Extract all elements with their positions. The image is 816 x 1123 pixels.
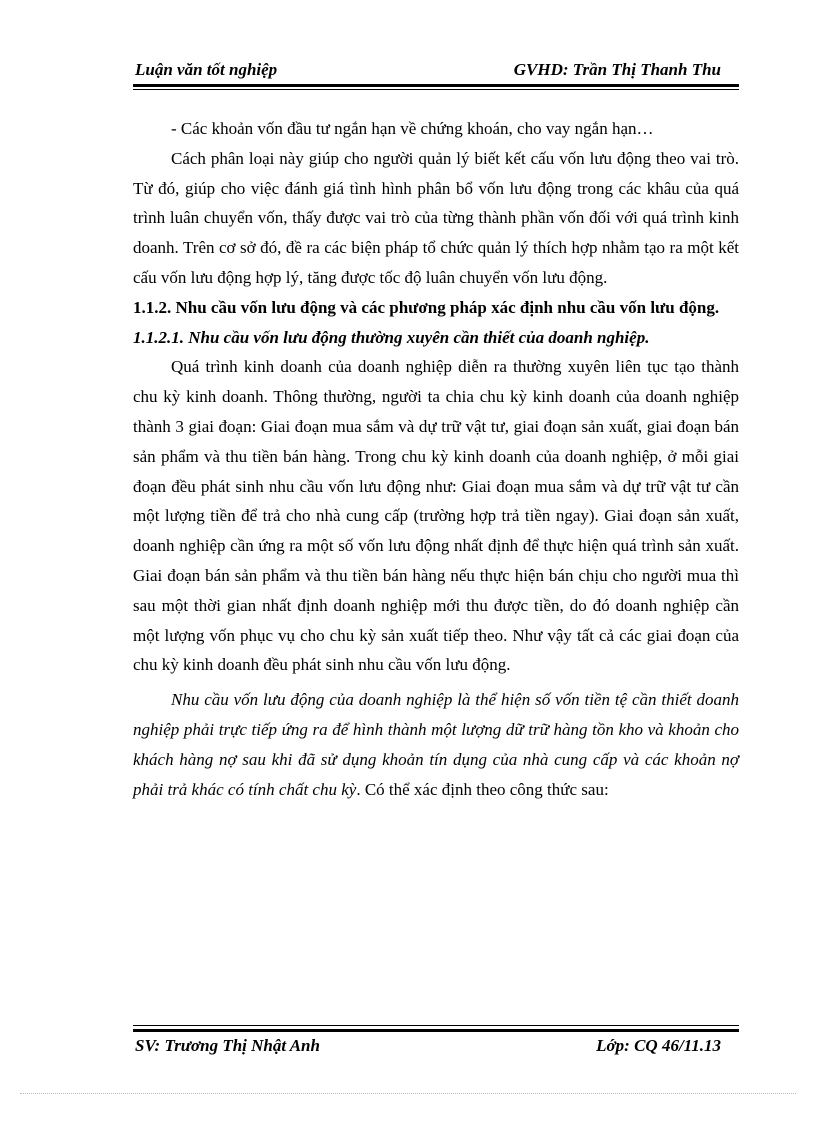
page-header <box>133 60 739 82</box>
section-heading-1-1-2: 1.1.2. Nhu cầu vốn lưu động và các phương pháp xác định nhu cầu vốn lưu động. <box>133 297 720 317</box>
footer-student-name: SV: Trương Thị Nhật Anh <box>135 1036 320 1055</box>
definition-tail-text: . Có thể xác định theo công thức sau: <box>356 779 609 799</box>
bullet-item: - Các khoản vốn đầu tư ngắn hạn về chứng khoán, cho vay ngắn hạn… <box>171 119 654 138</box>
footer-class-code: Lớp: CQ 46/11.13 <box>596 1036 721 1055</box>
page-bottom-dotted-line <box>20 1093 796 1094</box>
footer-rule-thin <box>133 1025 739 1026</box>
paragraph-classification: Cách phân loại này giúp cho người quản lý biết kết cấu vốn lưu động theo vai trò. Từ đó, giúp cho việc đánh giá tình hình phân bổ vốn lưu động trong các khâu của quá trình luân chuyển vốn, thấy được vai trò của từng thành phần vốn đối với quá trình kinh doanh. Trên cơ sở đó, đề ra các biện pháp tổ chức quản lý thích hợp nhằm tạo ra một kết cấu vốn lưu động hợp lý, tăng được tốc độ luân chuyển vốn lưu động. <box>133 148 739 287</box>
header-supervisor: GVHD: Trần Thị Thanh Thu <box>513 60 721 79</box>
definition-italic-text: Nhu cầu vốn lưu động của doanh nghiệp là thể hiện số vốn tiền tệ cần thiết doanh nghiệp phải trực tiếp ứng ra để hình thành một lượng dữ trữ hàng tồn kho và khoản cho khách hàng nợ sau khi đã sử dụng khoản tín dụng của nhà cung cấp và các khoản nợ phải trả khác có tính chất chu kỳ <box>133 690 739 799</box>
header-thesis-title: Luận văn tốt nghiệp <box>135 60 278 79</box>
paragraph-business-cycle: Quá trình kinh doanh của doanh nghiệp diễn ra thường xuyên liên tục tạo thành chu kỳ kinh doanh. Thông thường, người ta chia chu kỳ kinh doanh của doanh nghiệp thành 3 giai đoạn: Giai đoạn mua sắm và dự trữ vật tư, giai đoạn sản xuất, giai đoạn bán sản phẩm và thu tiền bán hàng. Trong chu kỳ kinh doanh của doanh nghiệp, ở mỗi giai đoạn đều phát sinh nhu cầu vốn lưu động như: Giai đoạn mua sắm và dự trữ vật tư cần một lượng tiền để trả cho nhà cung cấp (trường hợp trả tiền ngay). Giai đoạn sản xuất, doanh nghiệp cần ứng ra một số vốn lưu động nhất định để thực hiện quá trình sản xuất. Giai đoạn bán sản phẩm và thu tiền bán hàng nếu thực hiện bán chịu cho người mua thì sau một thời gian nhất định doanh nghiệp mới thu được tiền, do đó doanh nghiệp cần một lượng vốn phục vụ cho chu kỳ sản xuất tiếp theo. Như vậy tất cả các giai đoạn của chu kỳ kinh doanh đều phát sinh nhu cầu vốn lưu động. <box>133 357 739 675</box>
page-footer <box>133 1036 739 1058</box>
subsection-heading-1-1-2-1: 1.1.2.1. Nhu cầu vốn lưu động thường xuyên cần thiết của doanh nghiệp. <box>133 327 650 347</box>
paragraph-definition <box>133 685 739 804</box>
document-body <box>133 114 739 804</box>
header-rule-thick <box>133 84 739 87</box>
header-rule-thin <box>133 89 739 90</box>
footer-rule-thick <box>133 1029 739 1032</box>
